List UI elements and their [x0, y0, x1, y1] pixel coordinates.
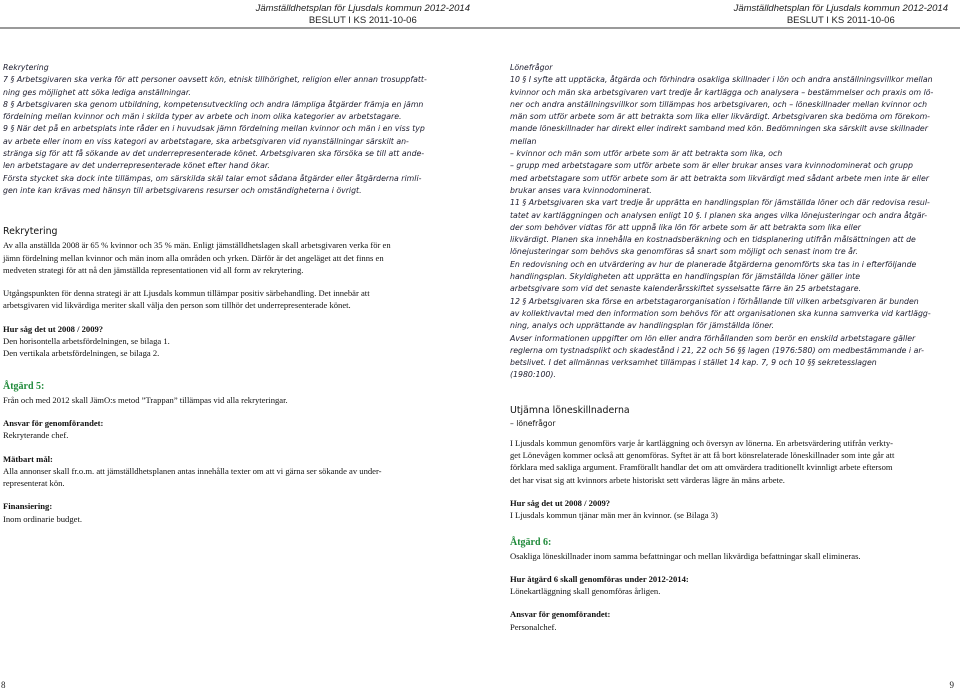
header-title: Jämställdhetsplan för Ljusdals kommun 2012-2014	[733, 3, 948, 14]
text-line: jämn fördelning mellan kvinnor och män inom alla områden och yrken. Därför är det angeläget att det finns en	[3, 252, 384, 263]
page-number-left: 8	[1, 680, 6, 690]
status-label: Hur såg det ut 2008 / 2009?	[510, 497, 611, 508]
law-line: med arbetstagare som utför arbete som är att betrakta som likvärdigt med sådant arbete men inte är eller	[510, 173, 929, 183]
law-line: män som utför arbete som är att betrakta som lika eller likvärdigt. Arbetsgivaren ska bedöma om förekom-	[510, 112, 930, 122]
law-line: (1980:100).	[510, 370, 556, 380]
law-line: lönejusteringar som behövs ska genomföras så snart som möjligt och senast inom tre år.	[510, 247, 858, 257]
goal-line: Alla annonser skall fr.o.m. att jämställdhetsplanen antas innehålla texter om att vi gärna ser sökande av under-	[3, 465, 382, 476]
section-heading-recruitment: Rekrytering	[3, 226, 58, 238]
section-heading-wages: Utjämna löneskillnaderna	[510, 404, 630, 416]
header-divider	[0, 27, 480, 29]
law-line: Avser informationen uppgifter om lön eller andra förhållanden som berör en enskild arbetstagare gäller	[510, 333, 916, 343]
section-subheading-wages: – lönefrågor	[510, 418, 556, 428]
page-number-right: 9	[949, 680, 954, 690]
law-line: Rekrytering	[3, 63, 49, 72]
law-line: 12 § Arbetsgivaren ska förse en arbetstagarorganisation i förhållande till vilken arbetsgivaren är bunden	[510, 296, 919, 306]
law-line: – grupp med arbetstagare som utför arbete som är eller brukar anses vara kvinnodominerat och grupp	[510, 161, 913, 171]
law-line: 11 § Arbetsgivaren ska vart tredje år upprätta en handlingsplan för jämställda löner och där redovisa resul-	[510, 198, 930, 208]
law-line: mande löneskillnader har direkt eller indirekt samband med kön. Bedömningen ska särskilt avse skillnader	[510, 124, 928, 134]
law-line: – kvinnor och män som utför arbete som är att betrakta som lika, och	[510, 149, 783, 159]
text-line: förklara med sakliga argument. Framförallt handlar det om att omvärdera traditionellt kvinnligt arbete eftersom	[510, 462, 893, 473]
funding-value: Inom ordinarie budget.	[3, 513, 82, 524]
responsible-label: Ansvar för genomförandet:	[3, 417, 104, 428]
action-5-text: Från och med 2012 skall JämO:s metod ”Trappan” tillämpas vid alla rekryteringar.	[3, 394, 288, 405]
status-value: I Ljusdals kommun tjänar män mer än kvinnor. (se Bilaga 3)	[510, 510, 718, 521]
goal-line: representerat kön.	[3, 478, 65, 489]
text-line: get Lönevågen kommer också att genomföras. Syftet är att få bort könsrelaterade löneskillnader som inte går att	[510, 450, 895, 461]
law-line: ning, analys och upprättande av handlingsplan för jämställda löner.	[510, 321, 775, 331]
text-line: I Ljusdals kommun genomförs varje år kartläggning och översyn av lönerna. En arbetsvärdering utifrån verkty-	[510, 437, 894, 448]
law-line: kvinnor och män ska arbetsgivaren vart tredje år kartlägga och analysera – bestämmelser och praxis om lö-	[510, 87, 934, 97]
header-divider	[480, 27, 960, 29]
wages-paragraph-1	[510, 437, 938, 486]
law-line: 7 § Arbetsgivaren ska verka för att personer oavsett kön, etnisk tillhörighet, religion eller annan trosuppfatt-	[3, 75, 427, 85]
law-line: brukar anses vara kvinnodominerat.	[510, 185, 652, 195]
action-6-text: Osakliga löneskillnader inom samma befattningar och mellan likvärdiga befattningar skall elimineras.	[510, 550, 861, 561]
law-excerpt-wages	[510, 62, 938, 382]
page-header-right	[734, 3, 948, 27]
law-line: arbetsgivare som vid det senaste kalenderårsskiftet sysselsatte färre än 25 arbetstagare.	[510, 284, 861, 294]
funding-label: Finansiering:	[3, 501, 53, 512]
law-line: 10 § I syfte att upptäcka, åtgärda och förhindra osakliga skillnader i lön och andra anställningsvillkor mellan	[510, 75, 933, 85]
text-line: Utgångspunkten för denna strategi är att Ljusdals kommun tillämpar positiv särbehandling. Det innebär att	[3, 288, 370, 299]
plan-value: Lönekartläggning skall genomföras årligen.	[510, 586, 661, 597]
law-excerpt-recruitment	[3, 62, 431, 197]
law-line: stränga sig för att få sökande av det underrepresenterade könet. Arbetsgivaren ska försöka se till att ande-	[3, 149, 425, 159]
recruitment-paragraph-2	[3, 287, 431, 312]
right-column	[510, 62, 938, 633]
law-line: av kollektivavtal med den information som behövs för att organisationen ska kunna samverka vid kartlägg-	[510, 308, 931, 318]
status-label: Hur såg det ut 2008 / 2009?	[3, 323, 104, 334]
law-line: gen inte kan krävas med hänsyn till arbetsgivarens resurser och omständigheterna i övrigt.	[3, 185, 362, 195]
law-line: handlingsplan. Skyldigheten att upprätta en handlingsplan för jämställda löner gäller inte	[510, 272, 861, 282]
page-header-left	[256, 3, 470, 27]
law-line: 9 § När det på en arbetsplats inte råder en i huvudsak jämn fördelning mellan kvinnor och män i en viss typ	[3, 124, 425, 134]
goal-label: Mätbart mål:	[3, 453, 53, 464]
law-line: der som behöver vidtas för att uppnå lika lön för arbete som är att betrakta som lika eller	[510, 222, 861, 232]
text-line: medveten strategi för att nå den jämställda representationen vid all form av rekrytering.	[3, 264, 304, 275]
law-line: len arbetstagare av det underrepresenterade könet efter hand ökar.	[3, 161, 270, 171]
right-page	[480, 0, 960, 692]
law-line: Första stycket ska dock inte tillämpas, om särskilda skäl talar emot sådana åtgärder eller åtgärderna rimli-	[3, 173, 422, 183]
text-line: det har visat sig att kvinnors arbete historiskt sett värderas lägre än mäns arbete.	[510, 474, 785, 485]
law-line: tatet av kartläggningen och analysen enligt 10 §. I planen ska anges vilka lönejusteringar och andra åtgär-	[510, 210, 928, 220]
responsible-label: Ansvar för genomförandet:	[510, 609, 611, 620]
status-line: Den horisontella arbetsfördelningen, se bilaga 1.	[3, 336, 170, 347]
header-title: Jämställdhetsplan för Ljusdals kommun 2012-2014	[255, 3, 470, 14]
header-decision: BESLUT I KS 2011-10-06	[786, 15, 895, 26]
law-line: mellan	[510, 136, 537, 146]
responsible-value: Personalchef.	[510, 621, 557, 632]
text-line: arbetsgivaren vid likvärdiga meriter skall välja den person som tillhör det underrepresenterade könet.	[3, 300, 351, 311]
text-line: Av alla anställda 2008 är 65 % kvinnor och 35 % män. Enligt jämställdhetslagen skall arbetsgivaren verka för en	[3, 240, 391, 251]
law-line: likvärdigt. Planen ska innehålla en kostnadsberäkning och en tidsplanering utifrån målsättningen att de	[510, 235, 916, 245]
law-line: ner och andra anställningsvillkor som tillämpas hos arbetsgivaren, och – löneskillnader mellan kvinnor och	[510, 99, 928, 109]
law-line: fördelning mellan kvinnor och män i skilda typer av arbete och inom olika kategorier av arbetstagare.	[3, 112, 402, 122]
law-line: av arbete eller inom en viss kategori av arbetstagare, ska arbetsgivaren vid nyanställningar särskilt an-	[3, 136, 409, 146]
action-6-title: Åtgärd 6:	[510, 536, 552, 548]
header-decision: BESLUT I KS 2011-10-06	[308, 15, 417, 26]
law-line: Lönefrågor	[510, 63, 553, 72]
law-line: ning ges möjlighet att söka lediga anställningar.	[3, 87, 191, 97]
left-column	[0, 62, 431, 525]
recruitment-paragraph-1	[3, 239, 431, 276]
law-line: reglerna om tystnadsplikt och skadestånd i 21, 22 och 56 §§ lagen (1976:580) om medbestämmande i ar-	[510, 345, 924, 355]
status-line: Den vertikala arbetsfördelningen, se bilaga 2.	[3, 348, 160, 359]
law-line: 8 § Arbetsgivaren ska genom utbildning, kompetensutveckling och andra lämpliga åtgärder främja en jämn	[3, 99, 424, 109]
action-5-title: Åtgärd 5:	[3, 380, 45, 392]
plan-label: Hur åtgärd 6 skall genomföras under 2012-2014:	[510, 573, 689, 584]
law-line: En redovisning och en utvärdering av hur de planerade åtgärderna genomförts ska tas in i efterföljande	[510, 259, 917, 269]
law-line: betslivet. I det allmännas verksamhet tillämpas i stället 14 kap. 7, 9 och 10 §§ sekretesslagen	[510, 358, 877, 368]
responsible-value: Rekryterande chef.	[3, 430, 69, 441]
